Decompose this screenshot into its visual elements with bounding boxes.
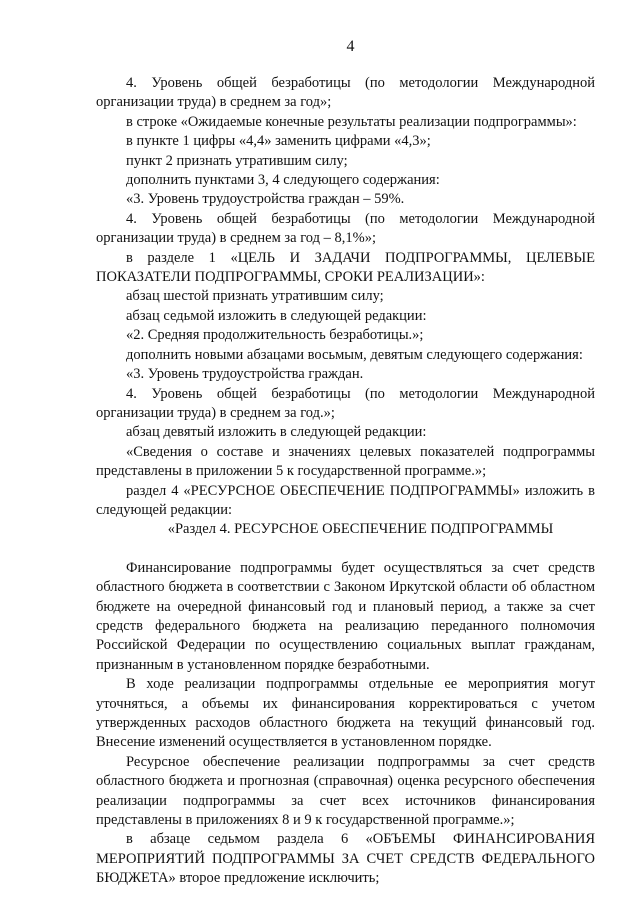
paragraph: 4. Уровень общей безработицы (по методологии Международной организации труда) в среднем за год»;	[96, 75, 595, 111]
paragraph: раздел 4 «РЕСУРСНОЕ ОБЕСПЕЧЕНИЕ ПОДПРОГРАММЫ» изложить в следующей редакции:	[96, 482, 595, 518]
paragraph: пункт 2 признать утратившим силу;	[126, 152, 348, 169]
paragraph: «3. Уровень трудоустройства граждан.	[126, 366, 364, 383]
spacer	[96, 540, 595, 559]
paragraph: дополнить новыми абзацами восьмым, девятым следующего содержания:	[126, 346, 583, 363]
paragraph: 4. Уровень общей безработицы (по методологии Международной организации труда) в среднем за год – 8,1%»;	[96, 210, 595, 247]
paragraph: абзац седьмой изложить в следующей редакции:	[126, 307, 427, 324]
paragraph: дополнить пунктами 3, 4 следующего содержания:	[126, 172, 440, 189]
body-paragraph: В ходе реализации подпрограммы отдельные ее мероприятия могут уточняться, а объемы их финансирования корректироваться с учетом утвержденных расходов областного бюджета на текущий финансовый год. Внесение изменений осуществляется в установленном порядке.	[96, 676, 595, 751]
section-heading: «Раздел 4. РЕСУРСНОЕ ОБЕСПЕЧЕНИЕ ПОДПРОГРАММЫ	[167, 521, 554, 538]
paragraph: «Сведения о составе и значениях целевых показателей подпрограммы представлены в приложении 5 к государственной программе.»;	[96, 443, 595, 480]
paragraph: абзац девятый изложить в следующей редакции:	[126, 424, 427, 441]
paragraph: 4. Уровень общей безработицы (по методологии Международной организации труда) в среднем за год.»;	[96, 385, 595, 421]
paragraph: в пункте 1 цифры «4,4» заменить цифрами «4,3»;	[126, 133, 431, 150]
body-paragraph: в абзаце седьмом раздела 6 «ОБЪЕМЫ ФИНАНСИРОВАНИЯ МЕРОПРИЯТИЙ ПОДПРОГРАММЫ ЗА СЧЕТ СРЕДСТВ ФЕДЕРАЛЬНОГО БЮДЖЕТА» второе предложение исключить;	[96, 831, 595, 887]
paragraph: «2. Средняя продолжительность безработицы.»;	[126, 327, 424, 344]
paragraph: «3. Уровень трудоустройства граждан – 59%.	[126, 191, 405, 208]
paragraph: в строке «Ожидаемые конечные результаты реализации подпрограммы»:	[126, 113, 577, 130]
body-paragraph: Ресурсное обеспечение реализации подпрограммы за счет средств областного бюджета и прогнозная (справочная) оценка ресурсного обеспечения реализации подпрограммы за счет всех источников финансирования представлены в приложениях 8 и 9 к государственной программе.»;	[96, 753, 595, 829]
paragraph: абзац шестой признать утратившим силу;	[126, 288, 384, 305]
body-paragraph: Финансирование подпрограммы будет осуществляться за счет средств областного бюджета в соответствии с Законом Иркутской области об областном бюджете на очередной финансовый год и плановый период, а также за счет средств федерального бюджета на реализацию переданного полномочия Российской Федерации по осуществлению социальных выплат гражданам, признанным в установленном порядке безработными.	[96, 559, 595, 673]
paragraph: в разделе 1 «ЦЕЛЬ И ЗАДАЧИ ПОДПРОГРАММЫ, ЦЕЛЕВЫЕ ПОКАЗАТЕЛИ ПОДПРОГРАММЫ, СРОКИ РЕАЛИЗАЦИИ»:	[96, 249, 595, 286]
page-number: 4	[346, 38, 355, 55]
